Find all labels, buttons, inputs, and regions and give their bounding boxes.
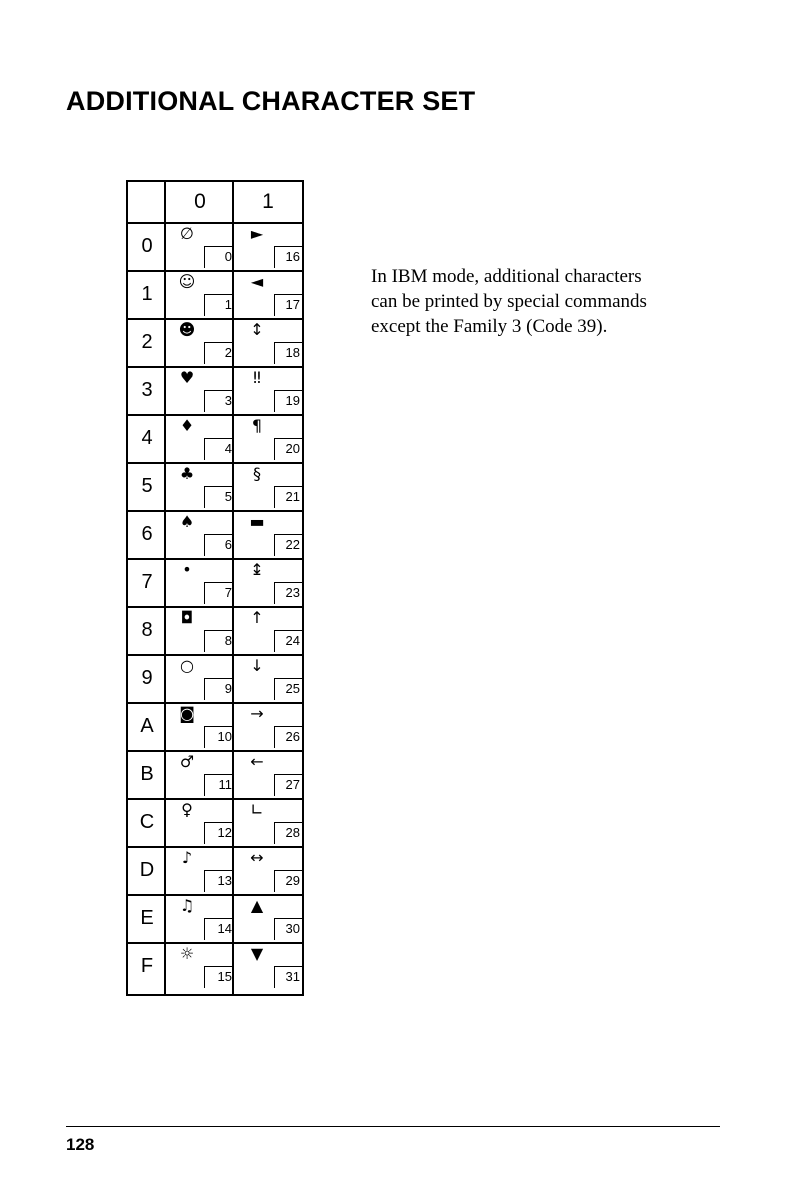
row-label: F: [140, 955, 154, 977]
character-glyph: •: [182, 560, 192, 579]
character-code: 31: [274, 966, 302, 988]
character-glyph: ▬: [249, 512, 265, 531]
character-code: 10: [204, 726, 234, 748]
row-label: 9: [141, 667, 153, 689]
character-code: 8: [204, 630, 234, 652]
character-code: 30: [274, 918, 302, 940]
table-row: [128, 752, 302, 800]
character-code: 24: [274, 630, 302, 652]
character-code: 12: [204, 822, 234, 844]
row-label: 0: [141, 235, 153, 257]
character-glyph: ◙: [179, 704, 195, 723]
row-label: 2: [141, 331, 153, 353]
table-row: [128, 512, 302, 560]
table-row: [128, 416, 302, 464]
table-row: [128, 272, 302, 320]
character-glyph: ○: [180, 656, 194, 675]
character-code: 7: [204, 582, 234, 604]
character-code: 19: [274, 390, 302, 412]
table-row: [128, 704, 302, 752]
row-label: 7: [141, 571, 153, 593]
description-text: [371, 264, 731, 339]
table-row: [128, 848, 302, 896]
table-row: [128, 896, 302, 944]
character-glyph: ♣: [179, 464, 195, 483]
character-glyph: ↑: [250, 608, 264, 627]
character-code: 2: [204, 342, 234, 364]
row-label: E: [140, 907, 154, 929]
character-code: 29: [274, 870, 302, 892]
row-label: B: [140, 763, 154, 785]
character-code: 21: [274, 486, 302, 508]
character-code: 4: [204, 438, 234, 460]
character-glyph: ∅: [180, 224, 194, 243]
row-label: 8: [141, 619, 153, 641]
character-code: 25: [274, 678, 302, 700]
table-row: [128, 224, 302, 272]
footer-divider: [66, 1126, 720, 1127]
character-glyph: ▲: [250, 896, 264, 915]
table-row: [128, 944, 302, 992]
character-glyph: ♪: [181, 848, 193, 867]
character-code: 1: [204, 294, 234, 316]
character-code: 17: [274, 294, 302, 316]
character-glyph: ‼: [253, 368, 261, 387]
character-code: 13: [204, 870, 234, 892]
character-code: 15: [204, 966, 234, 988]
character-code: 27: [274, 774, 302, 796]
table-row: [128, 560, 302, 608]
table-row: [128, 608, 302, 656]
row-label: A: [140, 715, 154, 737]
row-label: C: [139, 811, 155, 833]
character-glyph: ☼: [179, 944, 195, 963]
character-glyph: ☻: [178, 320, 196, 339]
page-title: ADDITIONAL CHARACTER SET: [66, 86, 476, 116]
table-row: [128, 656, 302, 704]
character-code: 9: [204, 678, 234, 700]
page-number: 128: [66, 1135, 95, 1154]
character-glyph: ►: [250, 224, 264, 243]
character-code: 23: [274, 582, 302, 604]
table-row: [128, 320, 302, 368]
character-code: 22: [274, 534, 302, 556]
column-header-1: 1: [262, 190, 274, 213]
character-glyph: →: [250, 704, 264, 723]
character-glyph: ◄: [250, 272, 264, 291]
character-code: 6: [204, 534, 234, 556]
character-glyph: ☺: [178, 272, 196, 291]
row-label: 5: [141, 475, 153, 497]
row-label: 4: [141, 427, 153, 449]
table-row: [128, 368, 302, 416]
character-glyph: ↓: [250, 656, 264, 675]
table-header-row: [128, 182, 302, 224]
row-label: 3: [141, 379, 153, 401]
column-header-0: 0: [194, 190, 206, 213]
character-glyph: ↔: [250, 848, 264, 867]
description-line: can be printed by special commands: [371, 291, 647, 312]
description-line: In IBM mode, additional characters: [371, 266, 642, 287]
character-code: 5: [204, 486, 234, 508]
character-table: [126, 180, 304, 996]
character-glyph: ♦: [179, 416, 195, 435]
row-label: D: [139, 859, 155, 881]
description-line: except the Family 3 (Code 39).: [371, 316, 608, 337]
row-label: 6: [141, 523, 153, 545]
character-code: 18: [274, 342, 302, 364]
character-code: 11: [204, 774, 234, 796]
character-glyph: ↕: [250, 320, 264, 339]
table-row: [128, 800, 302, 848]
character-glyph: ♂: [179, 752, 195, 771]
character-code: 14: [204, 918, 234, 940]
character-glyph: ¶: [251, 416, 263, 435]
character-glyph: ∟: [250, 800, 264, 819]
character-code: 16: [274, 246, 302, 268]
character-code: 0: [204, 246, 234, 268]
character-glyph: ♀: [181, 800, 193, 819]
character-glyph: ♠: [179, 512, 195, 531]
character-glyph: ♫: [179, 896, 195, 915]
character-glyph: ◘: [180, 608, 194, 627]
character-glyph: §: [253, 464, 261, 483]
character-code: 26: [274, 726, 302, 748]
table-row: [128, 464, 302, 512]
row-label: 1: [141, 283, 153, 305]
character-glyph: ▼: [250, 944, 264, 963]
character-code: 20: [274, 438, 302, 460]
character-code: 28: [274, 822, 302, 844]
character-glyph: ↨: [250, 560, 264, 579]
character-code: 3: [204, 390, 234, 412]
character-glyph: ←: [250, 752, 264, 771]
character-glyph: ♥: [179, 368, 195, 387]
